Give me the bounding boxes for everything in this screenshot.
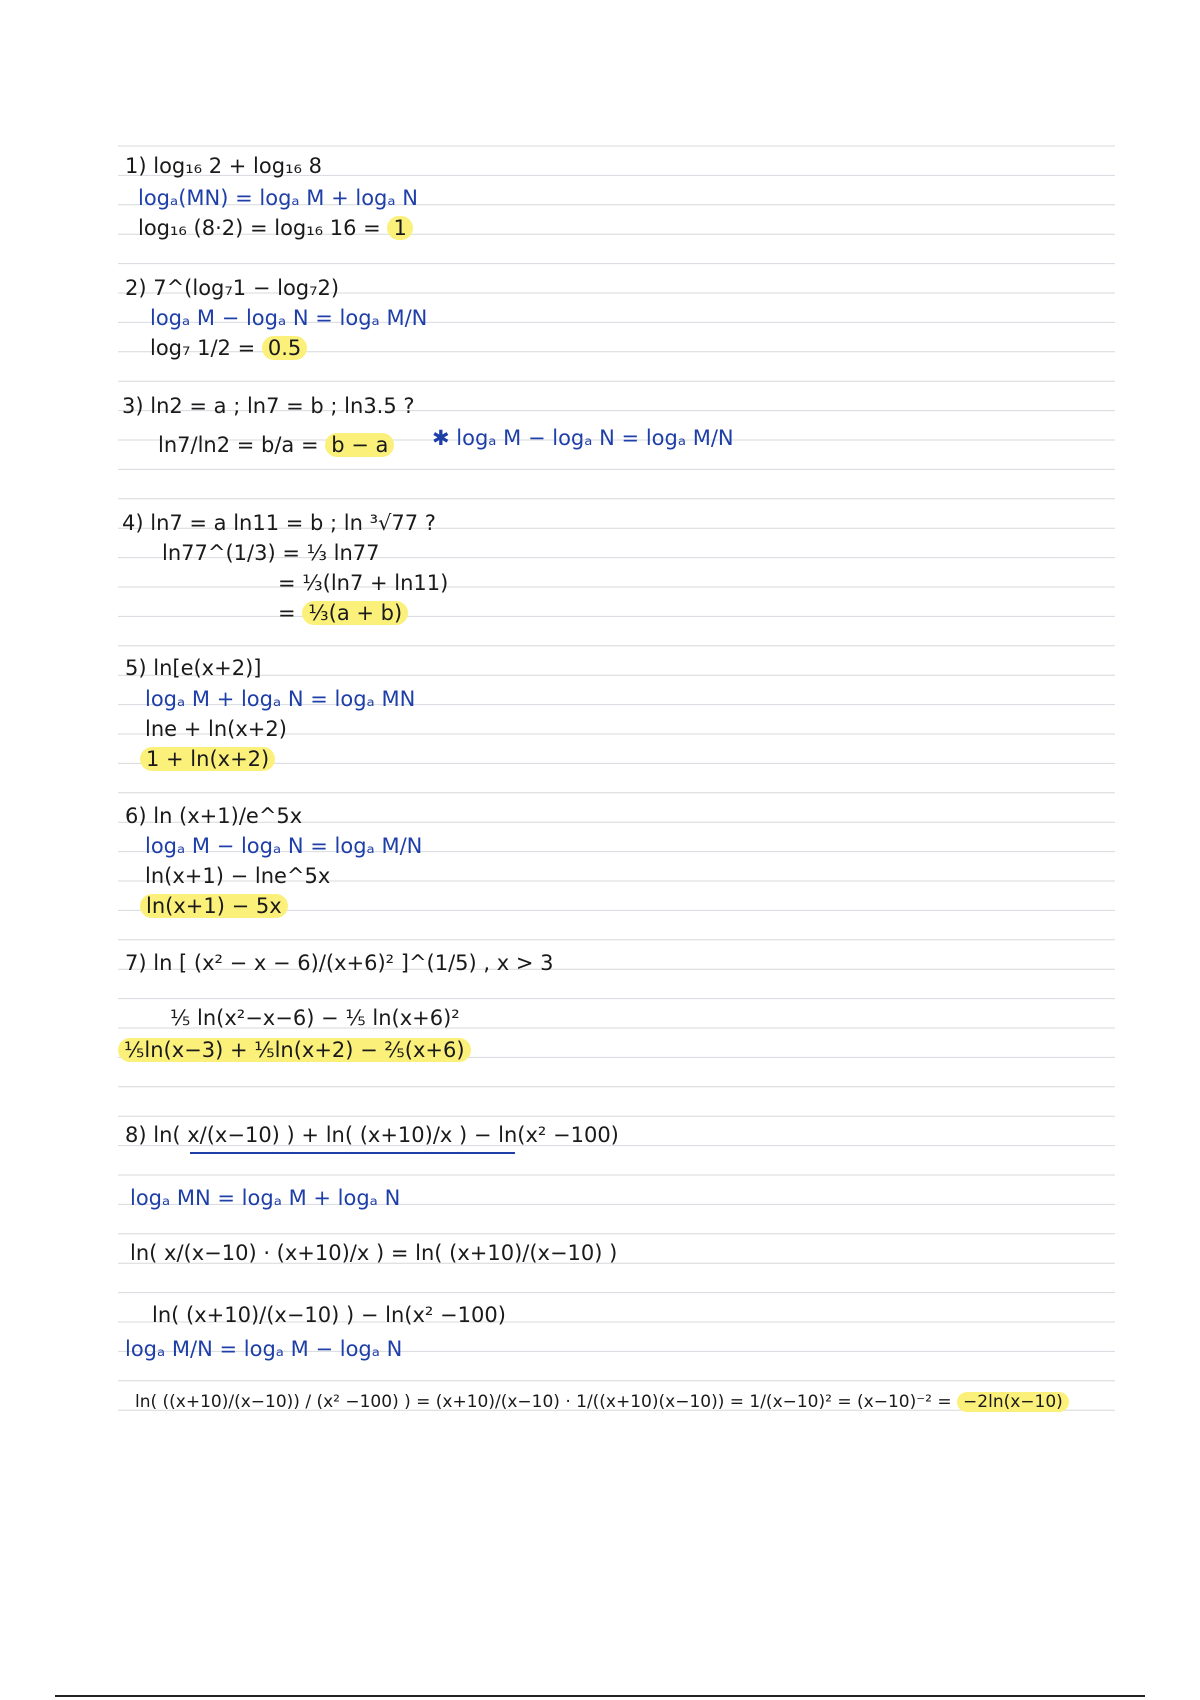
- problem-3-note: ✱ logₐ M − logₐ N = logₐ M/N: [432, 426, 734, 450]
- problem-6-line-2: logₐ M − logₐ N = logₐ M/N: [145, 834, 423, 858]
- problem-6-line-1: 6) ln (x+1)/e^5x: [125, 804, 303, 828]
- answer-highlight: b − a: [325, 433, 394, 457]
- problem-4-line-2: ln77^(1/3) = ⅓ ln77: [162, 541, 380, 565]
- problem-2-line-1: 2) 7^(log₇1 − log₇2): [125, 276, 340, 300]
- problem-4-line-3: = ⅓(ln7 + ln11): [278, 571, 449, 595]
- answer-highlight: ⅕ln(x−3) + ⅕ln(x+2) − ⅖(x+6): [118, 1038, 471, 1062]
- problem-5-line-2: logₐ M + logₐ N = logₐ MN: [145, 687, 416, 711]
- answer-highlight: ⅓(a + b): [302, 601, 408, 625]
- problem-7-line-3: [118, 1037, 471, 1063]
- problem-8-line-4: ln( (x+10)/(x−10) ) − ln(x² −100): [152, 1303, 506, 1327]
- problem-4-step: =: [278, 601, 303, 625]
- underline-mark: [190, 1152, 515, 1154]
- problem-6-line-3: ln(x+1) − lne^5x: [145, 864, 331, 888]
- problem-1-line-1: 1) log₁₆ 2 + log₁₆ 8: [125, 154, 322, 178]
- problem-7-line-2: ⅕ ln(x²−x−6) − ⅕ ln(x+6)²: [170, 1006, 460, 1030]
- problem-3-line-1: 3) ln2 = a ; ln7 = b ; ln3.5 ?: [122, 394, 415, 418]
- problem-8-step: ln( ((x+10)/(x−10)) / (x² −100) ) = (x+10)/(x−10) · 1/((x+10)(x−10)) = 1/(x−10)² = (x−10)⁻² =: [135, 1392, 958, 1412]
- problem-5-line-1: 5) ln[e(x+2)]: [125, 656, 262, 680]
- problem-8-line-3: ln( x/(x−10) · (x+10)/x ) = ln( (x+10)/(x−10) ): [130, 1241, 618, 1265]
- answer-highlight: ln(x+1) − 5x: [140, 894, 288, 918]
- problem-1-step: log₁₆ (8·2) = log₁₆ 16 =: [138, 216, 388, 240]
- answer-highlight: −2ln(x−10): [957, 1392, 1069, 1412]
- problem-3-step: ln7/ln2 = b/a =: [158, 433, 326, 457]
- problem-4-line-4: [278, 600, 408, 626]
- answer-highlight: 1: [387, 216, 412, 240]
- problem-5-line-3: lne + ln(x+2): [145, 717, 287, 741]
- page-bottom-rule: [55, 1695, 1145, 1697]
- answer-highlight: 0.5: [262, 336, 307, 360]
- problem-1-line-2: logₐ(MN) = logₐ M + logₐ N: [138, 186, 418, 210]
- problem-3-line-2: [158, 432, 394, 458]
- problem-7-line-1: 7) ln [ (x² − x − 6)/(x+6)² ]^(1/5) , x > 3: [125, 951, 554, 975]
- problem-8-line-1: 8) ln( x/(x−10) ) + ln( (x+10)/x ) − ln(x² −100): [125, 1123, 619, 1147]
- problem-6-line-4: [140, 893, 288, 919]
- problem-2-line-2: logₐ M − logₐ N = logₐ M/N: [150, 306, 428, 330]
- problem-2-step: log₇ 1/2 =: [150, 336, 262, 360]
- answer-highlight: 1 + ln(x+2): [140, 747, 275, 771]
- problem-1-line-3: [138, 215, 413, 241]
- problem-2-line-3: [150, 335, 307, 361]
- problem-4-line-1: 4) ln7 = a ln11 = b ; ln ³√77 ?: [122, 511, 436, 535]
- problem-8-line-2: logₐ MN = logₐ M + logₐ N: [130, 1186, 401, 1210]
- problem-5-line-4: [140, 746, 275, 772]
- problem-8-line-6: [135, 1389, 1069, 1415]
- problem-8-line-5: logₐ M/N = logₐ M − logₐ N: [125, 1337, 403, 1361]
